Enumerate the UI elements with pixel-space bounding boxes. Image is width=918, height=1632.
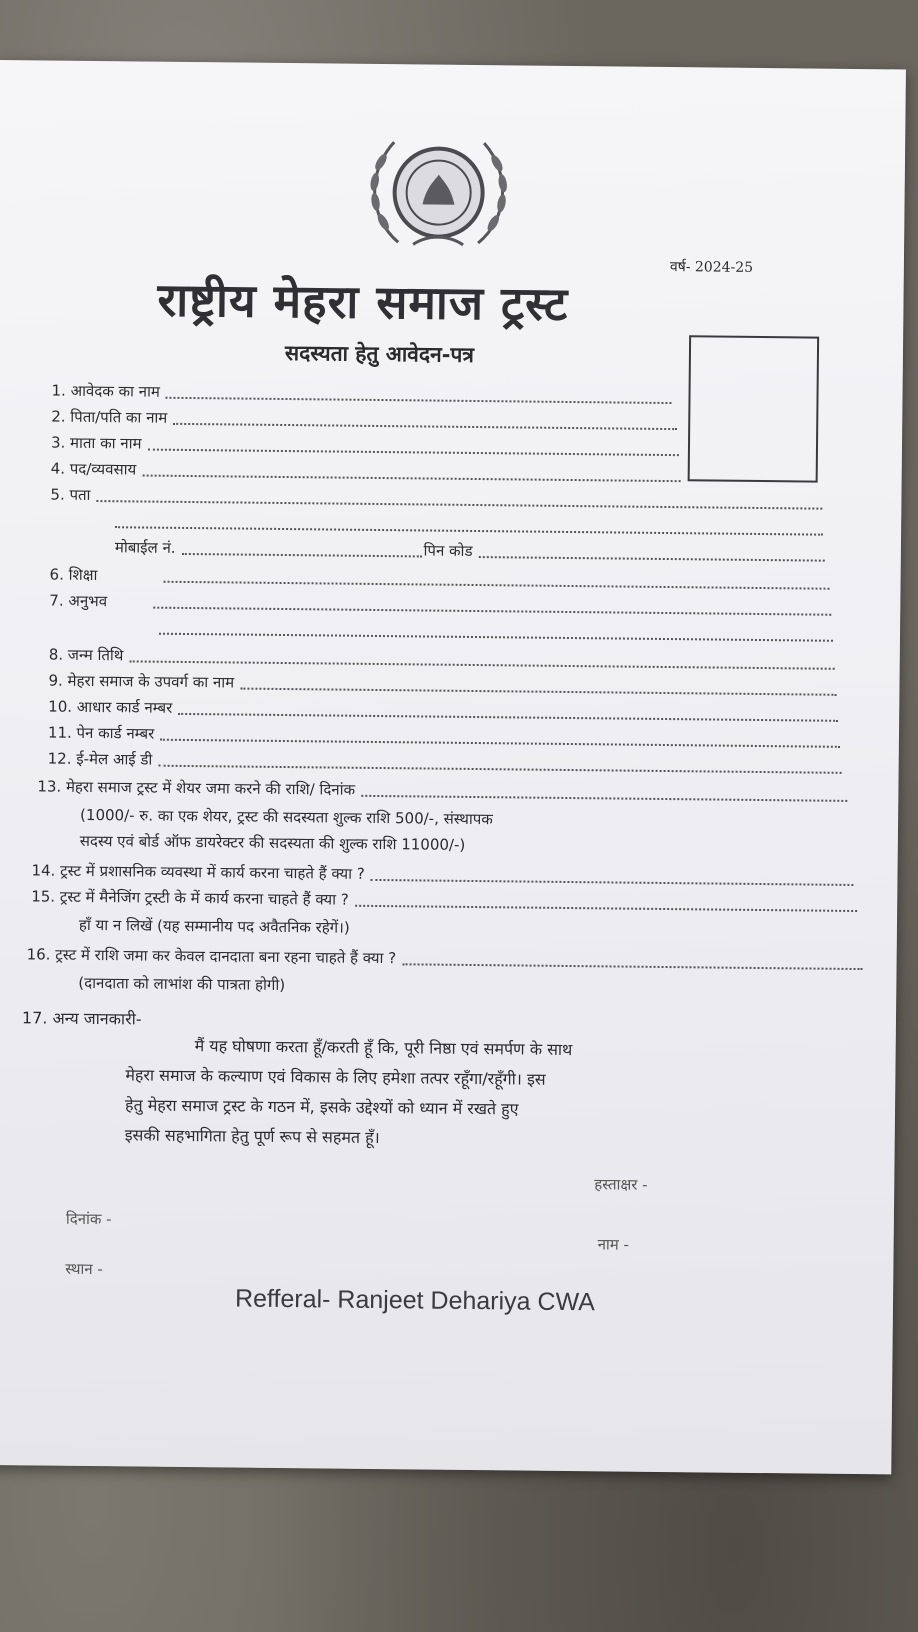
managing-trustee-note: हाँ या न लिखें (यह सम्मानीय पद अवैतनिक रहेगें।) — [78, 915, 350, 937]
pincode-label: पिन कोड — [423, 541, 473, 560]
subcaste-field[interactable] — [48, 669, 836, 699]
donor-note: (दानदाता को लाभांश की पात्रता होगी) — [78, 973, 286, 995]
field-label: 12. ई-मेल आई डी — [47, 749, 153, 769]
admin-work-field[interactable] — [31, 858, 853, 889]
aadhaar-field[interactable] — [48, 695, 838, 725]
year-label: वर्ष- 2024-25 — [669, 259, 754, 276]
application-form-sheet — [0, 60, 906, 1474]
form-subtitle: सदस्यता हेतु आवेदन-पत्र — [284, 341, 475, 367]
referral-text: Refferal- Ranjeet Dehariya CWA — [234, 1284, 596, 1317]
field-label: 6. शिक्षा — [49, 565, 98, 585]
field-label: 3. माता का नाम — [50, 433, 142, 453]
field-label: 10. आधार कार्ड नम्बर — [48, 697, 173, 717]
trust-seal-icon — [358, 122, 519, 264]
field-label: 4. पद/व्यवसाय — [50, 459, 137, 479]
photo-box — [688, 335, 820, 482]
field-label: 11. पेन कार्ड नम्बर — [47, 723, 155, 743]
declaration-line-2: मेहरा समाज के कल्याण एवं विकास के लिए हमेशा तत्पर रहूँगा/रहूँगी। इस — [125, 1065, 546, 1089]
field-label: 14. ट्रस्ट में प्रशासनिक व्यवस्था में कार्य करना चाहते हैं क्या ? — [31, 861, 365, 883]
field-label: 13. मेहरा समाज ट्रस्ट में शेयर जमा करने की राशि/ दिनांक — [37, 777, 356, 799]
mother-name-field[interactable] — [51, 431, 679, 460]
share-amount-field[interactable] — [37, 774, 847, 804]
mobile-label: मोबाईल नं. — [114, 538, 176, 557]
declaration-line-3: हेतु मेहरा समाज ट्रस्ट के गठन में, इसके उद्देश्यों को ध्यान में रखते हुए — [124, 1095, 519, 1119]
field-label: 2. पिता/पति का नाम — [51, 407, 168, 427]
share-note-line-1: (1000/- रु. का एक शेयर, ट्रस्ट की सदस्यता शुल्क राशि 500/-, संस्थापक — [80, 805, 493, 829]
name-label: नाम - — [597, 1235, 630, 1254]
address-field[interactable] — [50, 483, 822, 513]
education-field[interactable] — [50, 563, 830, 593]
managing-trustee-field[interactable] — [31, 884, 857, 915]
field-label: 9. मेहरा समाज के उपवर्ग का नाम — [48, 671, 235, 692]
declaration-line-1: मैं यह घोषणा करता हूँ/करती हूँ कि, पूरी निष्ठा एवं समर्पण के साथ — [194, 1036, 573, 1060]
experience-field[interactable] — [49, 589, 831, 619]
occupation-field[interactable] — [51, 457, 681, 486]
field-label: 8. जन्म तिथि — [48, 645, 124, 665]
date-label: दिनांक - — [65, 1209, 112, 1229]
field-label: 7. अनुभव — [49, 591, 108, 611]
mobile-pincode-row[interactable] — [115, 535, 825, 564]
share-note-line-2: सदस्य एवं बोर्ड ऑफ डायरेक्टर की सदस्यता की शुल्क राशि 11000/-) — [79, 831, 466, 854]
address-line-2-field[interactable] — [115, 509, 823, 538]
birth-date-field[interactable] — [49, 643, 835, 673]
place-label: स्थान - — [65, 1259, 103, 1279]
donor-field[interactable] — [27, 942, 863, 973]
page-title: राष्ट्रीय मेहरा समाज ट्रस्ट — [157, 272, 569, 331]
field-label: 1. आवेदक का नाम — [51, 381, 160, 401]
father-husband-name-field[interactable] — [51, 405, 677, 434]
applicant-name-field[interactable] — [51, 379, 671, 407]
experience-line-2-field[interactable] — [159, 616, 833, 645]
signature-label: हस्ताक्षर - — [594, 1175, 648, 1194]
field-label: 5. पता — [50, 485, 91, 504]
other-info-label: 17. अन्य जानकारी- — [21, 1008, 142, 1029]
pan-card-field[interactable] — [48, 721, 840, 751]
field-label: 16. ट्रस्ट में राशि जमा कर केवल दानदाता बना रहना चाहते हैं क्या ? — [26, 945, 397, 968]
declaration-line-4: इसकी सहभागिता हेतु पूर्ण रूप से सहमत हूँ। — [124, 1125, 380, 1148]
field-label: 15. ट्रस्ट में मैनेजिंग ट्रस्टी के में कार्य करना चाहते हैं क्या ? — [31, 887, 349, 909]
email-field[interactable] — [48, 747, 842, 777]
